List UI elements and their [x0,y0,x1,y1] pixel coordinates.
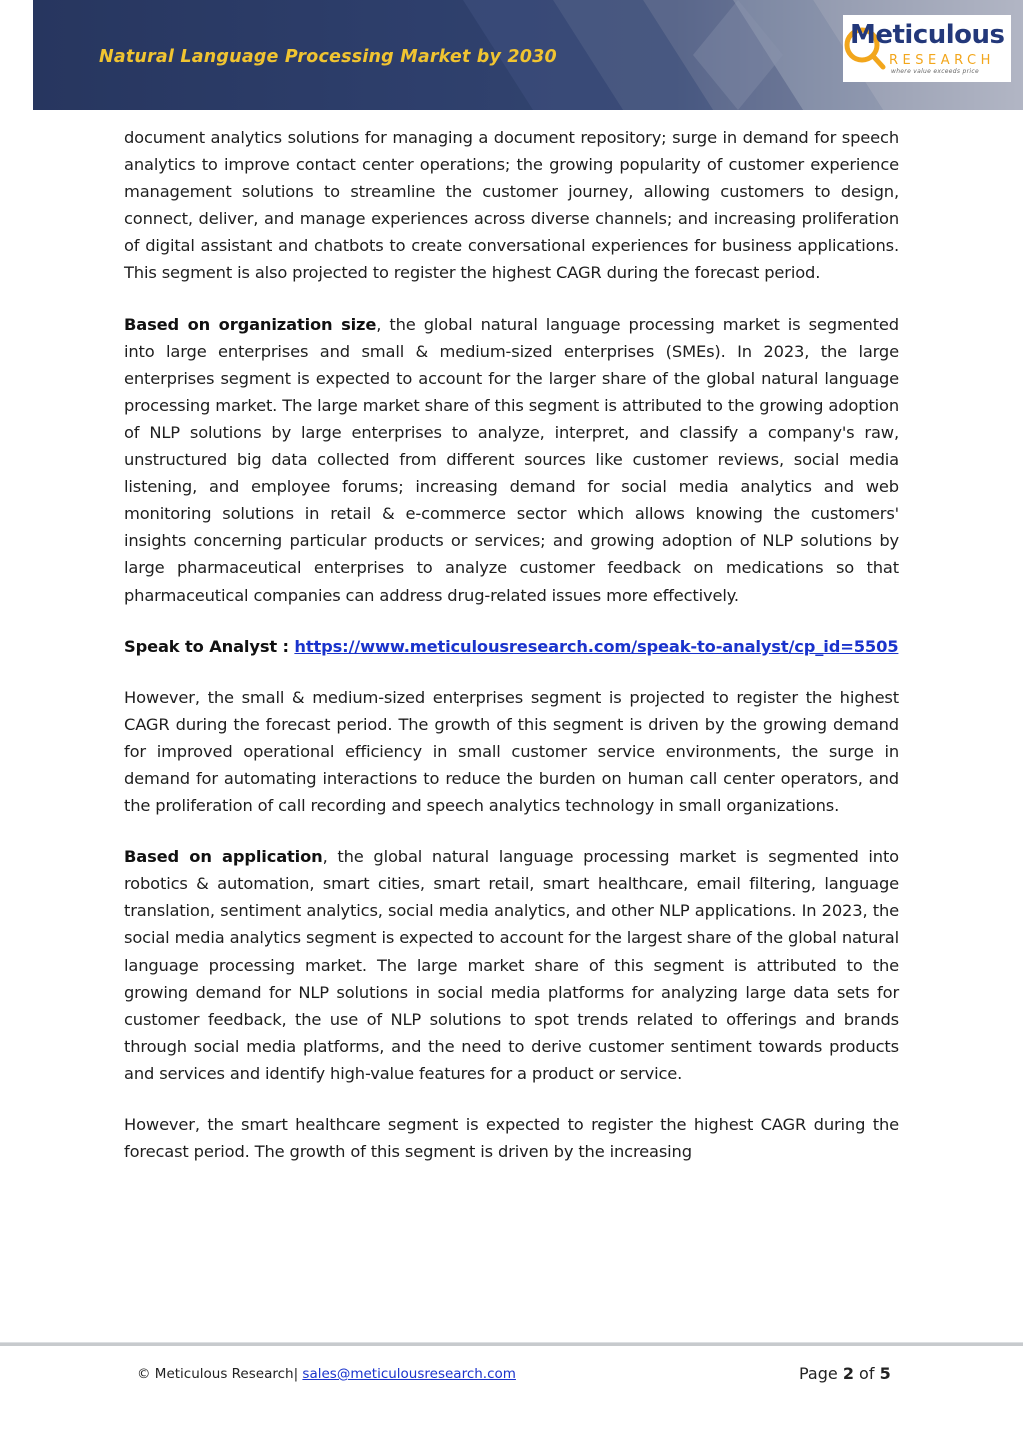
speak-to-analyst [124,633,899,660]
header-banner [33,0,1023,110]
footer-email-link[interactable]: sales@meticulousresearch.com [302,1366,516,1382]
page-current: 2 [842,1364,854,1383]
page-label: Page [799,1364,843,1383]
section-lead-application: Based on application [124,847,323,867]
paragraph-application [124,843,899,1087]
paragraph-segment-intro: document analytics solutions for managing a document repository; surge in demand for speech analytics to improve contact center operations; the growing popularity of customer experience management solutions to streamline the customer journey, allowing customers to design, connect, deliver, and manage experiences across diverse channels; and increasing proliferation of digital assistant and chatbots to create conversational experiences for business applications. This segment is also projected to register the highest CAGR during the forecast period. [124,128,899,283]
document-title: Natural Language Processing Market by 2030 [99,47,557,67]
logo-tagline: where value exceeds price [891,68,979,75]
page-number [799,1364,891,1383]
paragraph-body: , the global natural language processing market is segmented into robotics & automation, smart cities, smart retail, smart healthcare, email filtering, language translation, sentiment analytics, social media analytics, and other NLP applications. In 2023, the social media analytics segment is expected to account for the largest share of the global natural language processing market. The large market share of this segment is attributed to the growing demand for NLP solutions in social media platforms for analyzing large data sets for customer feedback, the use of NLP solutions to spot trends related to offerings and brands through social media platforms, and the need to derive customer sentiment towards products and services and identify high-value features for a product or service. [124,847,899,1083]
section-lead-organization-size: Based on organization size [124,314,377,334]
logo-subtitle: RESEARCH [889,53,995,68]
paragraph-body: , the global natural language processing market is segmented into large enterprises and small & medium-sized enterprises (SMEs). In 2023, the large enterprises segment is expected to account for the larger share of the global natural language processing market. The large market share of this segment is attributed to the growing adoption of NLP solutions by large enterprises to analyze, interpret, and classify a company's raw, unstructured big data collected from different sources like customer reviews, social media listening, and employee forums; increasing demand for social media analytics and web monitoring solutions in retail & e-commerce sector which allows knowing the customers' insights concerning particular products or services; and growing adoption of NLP solutions by large pharmaceutical enterprises to analyze customer feedback on medications so that pharmaceutical companies can address drug-related issues more effectively. [124,314,899,605]
logo-wordmark: Meticulous [850,20,1005,50]
page-total: 5 [879,1364,891,1383]
company-logo [843,15,1011,82]
page-of-label: of [853,1364,880,1383]
paragraph-organization-size [124,311,899,609]
paragraph-smart-healthcare: However, the smart healthcare segment is expected to register the highest CAGR during the forecast period. The growth of this segment is driven by the increasing [124,1115,899,1162]
speak-to-analyst-label: Speak to Analyst : [124,636,295,656]
document-body [124,124,899,1189]
paragraph-sme-growth: However, the small & medium-sized enterprises segment is projected to register the highest CAGR during the forecast period. The growth of this segment is driven by the growing demand for improved operational efficiency in small customer service environments, the surge in demand for automating interactions to reduce the burden on human call center operators, and the proliferation of call recording and speech analytics technology in small organizations. [124,687,899,816]
footer-copyright [137,1366,516,1382]
copyright-text: © Meticulous Research| [137,1366,303,1382]
footer-divider [0,1342,1023,1346]
speak-to-analyst-link[interactable]: https://www.meticulousresearch.com/speak-to-analyst/cp_id=5505 [294,636,899,656]
